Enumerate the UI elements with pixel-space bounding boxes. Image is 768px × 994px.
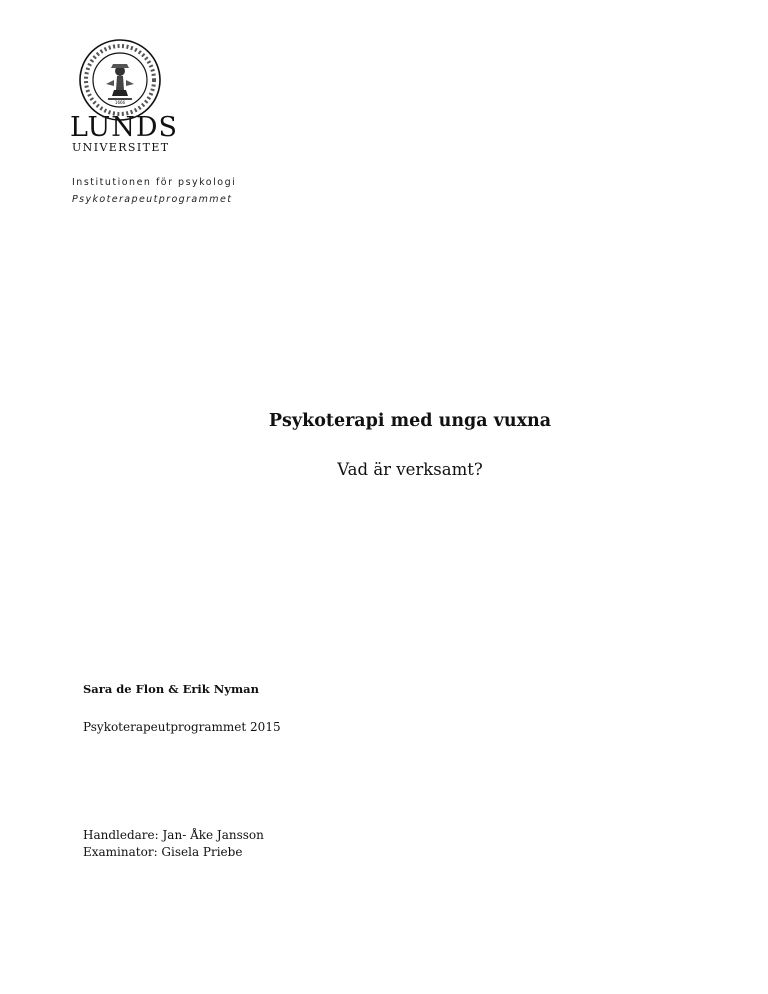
program-year: Psykoterapeutprogrammet 2015 [83, 720, 281, 734]
thesis-title: Psykoterapi med unga vuxna [268, 411, 552, 431]
department-name: Institutionen för psykologi [72, 177, 237, 188]
authors: Sara de Flon & Erik Nyman [83, 682, 259, 696]
examiner: Examinator: Gisela Priebe [83, 845, 243, 859]
thesis-subtitle: Vad är verksamt? [337, 460, 483, 479]
program-name: Psykoterapeutprogrammet [72, 194, 233, 205]
university-logo-name: LUNDS [70, 112, 178, 143]
svg-text:1666: 1666 [114, 100, 126, 105]
lund-university-seal-icon [78, 38, 162, 122]
university-logo-subtitle: UNIVERSITET [72, 141, 170, 154]
supervisor: Handledare: Jan- Åke Jansson [83, 828, 264, 842]
